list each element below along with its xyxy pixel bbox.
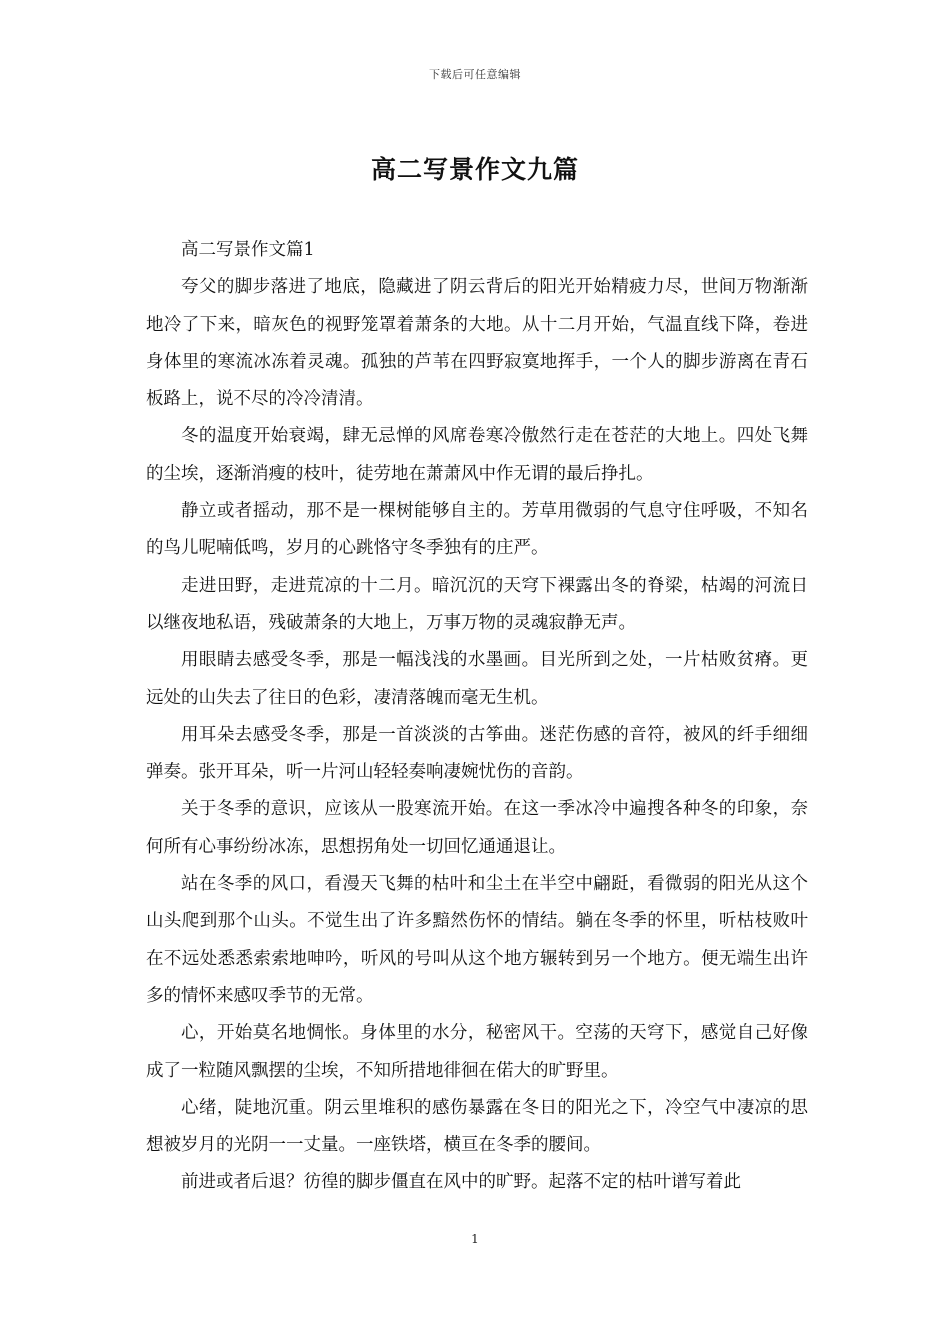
section-heading: 高二写景作文篇1: [181, 240, 315, 260]
paragraph-10: 心绪，陡地沉重。阴云里堆积的感伤暴露在冬日的阳光之下，冷空气中凄凉的思想被岁月的光阴一一丈量。一座铁塔，横亘在冬季的腰间。: [146, 1097, 808, 1156]
paragraph-3: 静立或者摇动，那不是一棵树能够自主的。芳草用微弱的气息守住呼吸，不知名的鸟儿呢喃低鸣，岁月的心跳恪守冬季独有的庄严。: [146, 501, 808, 559]
paragraph-4: 走进田野，走进荒凉的十二月。暗沉沉的天穹下裸露出冬的脊梁，枯竭的河流日以继夜地私语，残破萧条的大地上，万事万物的灵魂寂静无声。: [146, 575, 808, 633]
page-number: 1: [471, 1232, 479, 1246]
page-header-note: 下载后可任意编辑: [429, 68, 521, 81]
document-body: [146, 232, 808, 1202]
paragraph-11: 前进或者后退？彷徨的脚步僵直在风中的旷野。起落不定的枯叶谱写着此: [181, 1172, 741, 1193]
paragraph-9: 心，开始莫名地惆怅。身体里的水分，秘密风干。空荡的天穹下，感觉自己好像成了一粒随风飘摆的尘埃，不知所措地徘徊在偌大的旷野里。: [146, 1023, 808, 1081]
paragraph-1: 夸父的脚步落进了地底，隐藏进了阴云背后的阳光开始精疲力尽，世间万物渐渐地冷了下来，暗灰色的视野笼罩着萧条的大地。从十二月开始，气温直线下降，卷进身体里的寒流冰冻着灵魂。孤独的芦苇在四野寂寞地挥手，一个人的脚步游离在青石板路上，说不尽的冷冷清清。: [146, 277, 808, 410]
document-title: 高二写景作文九篇: [370, 155, 579, 184]
paragraph-8: 站在冬季的风口，看漫天飞舞的枯叶和尘土在半空中翩跹，看微弱的阳光从这个山头爬到那个山头。不觉生出了许多黯然伤怀的情结。躺在冬季的怀里，听枯枝败叶在不远处悉悉索索地呻吟，听风的号叫从这个地方辗转到另一个地方。便无端生出许多的情怀来感叹季节的无常。: [146, 874, 808, 1006]
paragraph-6: 用耳朵去感受冬季，那是一首淡淡的古筝曲。迷茫伤感的音符，被风的纤手细细弹奏。张开耳朵，听一片河山轻轻奏响凄婉忧伤的音韵。: [146, 724, 808, 783]
paragraph-2: 冬的温度开始衰竭，肆无忌惮的风席卷寒冷傲然行走在苍茫的大地上。四处飞舞的尘埃，逐渐消瘦的枝叶，徒劳地在萧萧风中作无谓的最后挣扎。: [146, 426, 808, 484]
paragraph-7: 关于冬季的意识，应该从一股寒流开始。在这一季冰冷中遍搜各种冬的印象，奈何所有心事纷纷冰冻，思想拐角处一切回忆通通退让。: [146, 799, 808, 857]
paragraph-5: 用眼睛去感受冬季，那是一幅浅浅的水墨画。目光所到之处，一片枯败贫瘠。更远处的山失去了往日的色彩，凄清落魄而毫无生机。: [146, 650, 808, 708]
